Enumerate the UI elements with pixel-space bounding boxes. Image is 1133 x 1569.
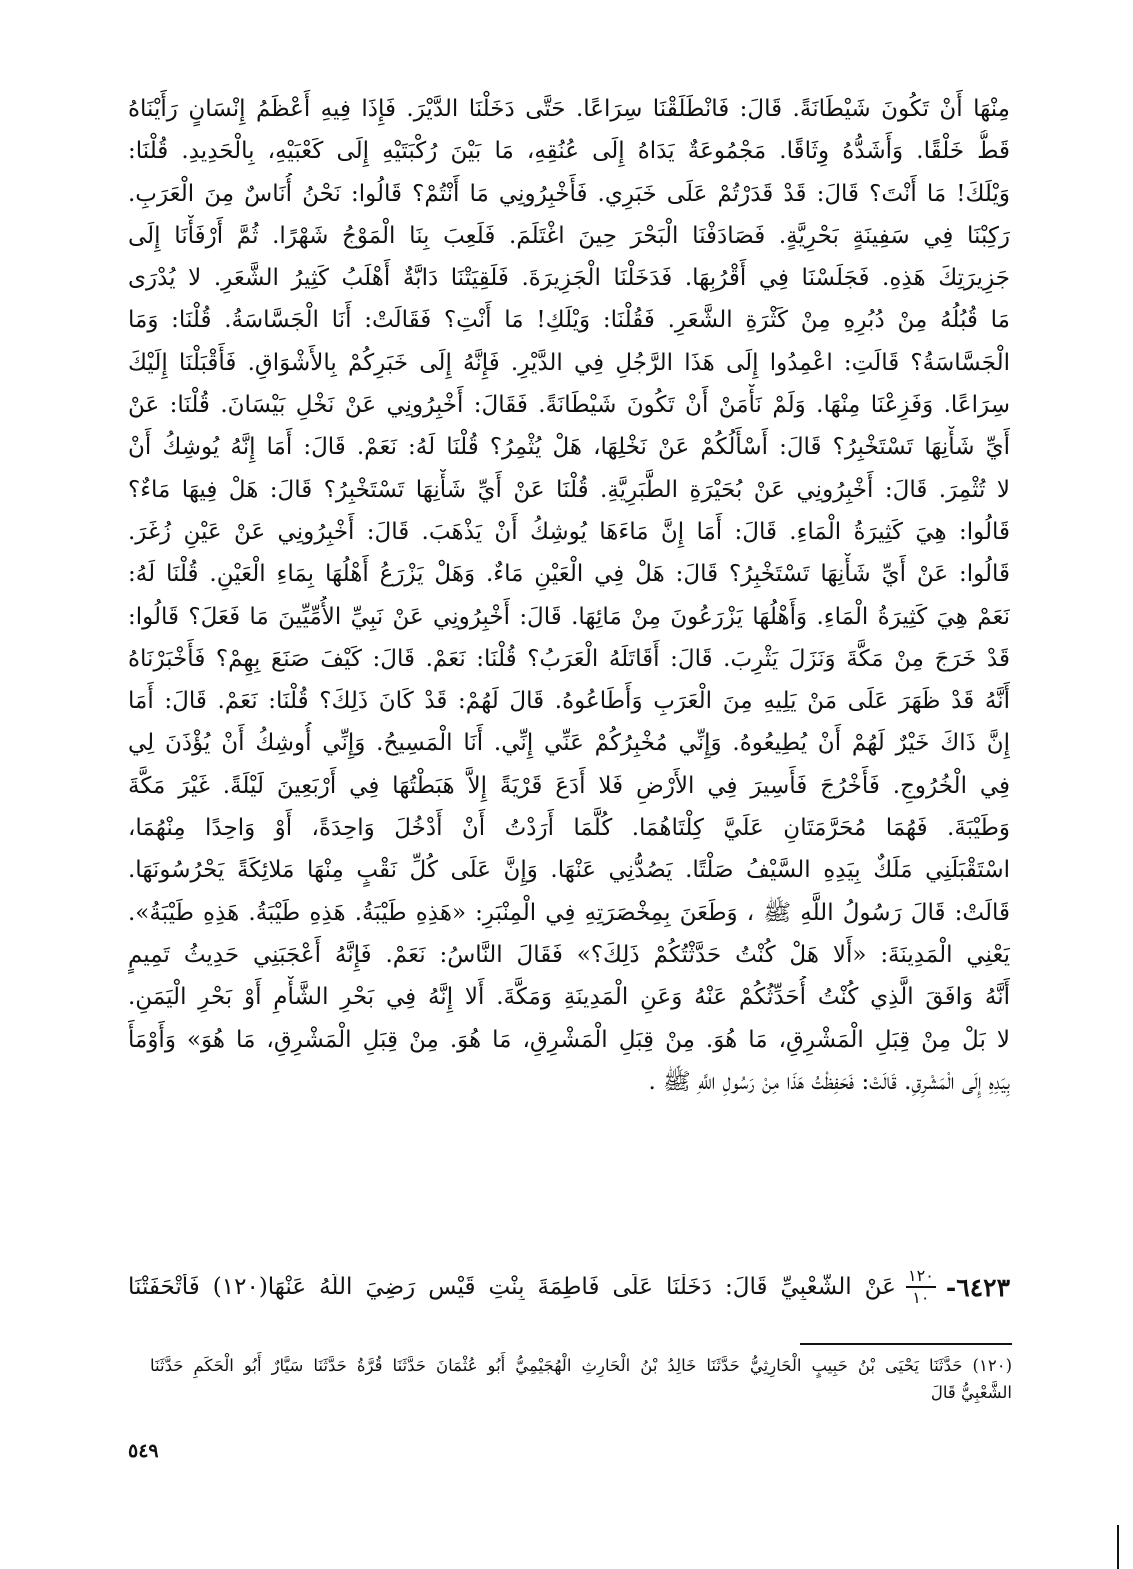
text-line: فِي الْخُرُوجِ. فَأَخْرُجَ فَأَسِيرَ فِي الأَرْضِ فَلا أَدَعَ قَرْيَةً إِلاَّ هَبَطْتُهَا فِي أَرْبَعِينَ لَيْلَةً. غَيْرَ مَكَّةَ	[128, 772, 1010, 799]
scan-edge-line	[1117, 1525, 1119, 1569]
fraction-denominator: ١٠	[912, 1287, 930, 1307]
text-line: سِرَاعًا. وَفَزِعْنَا مِنْهَا. وَلَمْ نَأْمَنْ أَنْ تَكُونَ شَيْطَانَةً. فَقَالَ: أَخْبِرُونِي عَنْ نَخْلِ بَيْسَانَ. قُلْنَا: عَنْ	[128, 392, 1010, 419]
text-line: قَطُّ خَلْقًا. وَأَشَدُّهُ وِثَاقًا. مَجْمُوعَةٌ يَدَاهُ إِلَى عُنُقِهِ، مَا بَيْنَ رُكْبَتَيْهِ إِلَى كَعْبَيْهِ، بِالْحَدِيدِ. قُلْنَا:	[128, 138, 1010, 165]
hadith-fraction	[906, 1267, 936, 1307]
text-line: جَزِيرَتِكَ هَذِهِ. فَجَلَسْنَا فِي أَقْرُبِهَا. فَدَخَلْنَا الْجَزِيرَةَ. فَلَقِيَتْنَا دَابَّةٌ أَهْلَبُ كَثِيرُ الشَّعَرِ. لا يُدْرَى	[128, 265, 1010, 292]
text-line: أَيِّ شَأْنِهَا تَسْتَخْبِرُ؟ قَالَ: أَسْأَلُكُمْ عَنْ نَخْلِهَا، هَلْ يُثْمِرُ؟ قُلْنَا لَهُ: نَعَمْ. قَالَ: أَمَا إِنَّهُ يُوشِكُ أَنْ	[128, 434, 1010, 461]
footnote	[150, 1352, 1012, 1406]
text-line: أَنَّهُ وَافَقَ الَّذِي كُنْتُ أُحَدِّثُكُمْ عَنْهُ وَعَنِ الْمَدِينَةِ وَمَكَّةَ. أَلا إِنَّهُ فِي بَحْرِ الشَّأْمِ أَوْ بَحْرِ الْيَمَنِ.	[128, 984, 1010, 1011]
footnote-divider	[800, 1343, 1012, 1345]
hadith-heading	[128, 1262, 1010, 1312]
text-line: بِيَدِهِ إِلَى الْمَشْرِقِ. قَالَتْ: فَحَفِظْتُ هَذَا مِنْ رَسُولِ اللَّهِ ﷺ .	[648, 1068, 1010, 1095]
page-number: ٥٤٩	[128, 1440, 159, 1462]
text-line: قَالُوا: عَنْ أَيِّ شَأْنِهَا تَسْتَخْبِرُ؟ قَالَ: هَلْ فِي الْعَيْنِ مَاءٌ. وَهَلْ يَزْرَعُ أَهْلُهَا بِمَاءِ الْعَيْنِ. قُلْنَا لَهُ:	[128, 561, 1010, 588]
text-line: الْجَسَّاسَةُ؟ قَالَتِ: اعْمِدُوا إِلَى هَذَا الرَّجُلِ فِي الدَّيْرِ. فَإِنَّهُ إِلَى خَبَرِكُمْ بِالأَشْوَاقِ. فَأَقْبَلْنَا إِلَيْكَ	[128, 349, 1010, 376]
text-line: لا تُثْمِرَ. قَالَ: أَخْبِرُونِي عَنْ بُحَيْرَةِ الطَّبَرِيَّةِ. قُلْنَا عَنْ أَيِّ شَأْنِهَا تَسْتَخْبِرُ؟ قَالَ: هَلْ فِيهَا مَاءٌ؟	[128, 476, 1010, 503]
text-line: رَكِبْنَا فِي سَفِينَةٍ بَحْرِيَّةٍ. فَصَادَفْنَا الْبَحْرَ حِينَ اغْتَلَمَ. فَلَعِبَ بِنَا الْمَوْجُ شَهْرًا. ثُمَّ أَرْفَأْنَا إِلَى	[128, 222, 1010, 249]
text-line: وَيْلَكَ! مَا أَنْتَ؟ قَالَ: قَدْ قَدَرْتُمْ عَلَى خَبَرِي. فَأَخْبِرُونِي مَا أَنْتُمْ؟ قَالُوا: نَحْنُ أُنَاسٌ مِنَ الْعَرَبِ.	[128, 180, 1010, 207]
text-line: لا بَلْ مِنْ قِبَلِ الْمَشْرِقِ، مَا هُوَ. مِنْ قِبَلِ الْمَشْرِقِ، مَا هُوَ. مِنْ قِبَلِ الْمَشْرِقِ، مَا هُوَ» وَأَوْمَأَ	[128, 1026, 1010, 1053]
fraction-numerator: ١٢٠	[908, 1266, 934, 1286]
text-line: قَالَتْ: قَالَ رَسُولُ اللَّهِ ﷺ ، وَطَعَنَ بِمِخْصَرَتِهِ فِي الْمِنْبَرِ: «هَذِهِ طَيْبَةُ. هَذِهِ طَيْبَةُ. هَذِهِ طَيْبَةُ».	[128, 899, 1010, 926]
hadith-text: عَنْ الشَّعْبِيِّ قَالَ: دَخَلْنَا عَلَى فَاطِمَةَ بِنْتِ قَيْسٍ رَضِيَ اللَّهُ عَنْهَا(١٢٠) فَأَتْحَفَتْنَا	[128, 1274, 896, 1300]
main-text-block	[128, 88, 1010, 1103]
text-line: مَا قُبُلُهُ مِنْ دُبُرِهِ مِنْ كَثْرَةِ الشَّعَرِ. فَقُلْنَا: وَيْلَكِ! مَا أَنْتِ؟ فَقَالَتْ: أَنَا الْجَسَّاسَةُ. قُلْنَا: وَمَا	[128, 307, 1010, 334]
footnote-line: (١٢٠) حَدَّثَنَا يَحْيَى بْنُ حَبِيبٍ الْحَارِثِيُّ حَدَّثَنَا خَالِدُ بْنُ الْحَارِثِ الْهُجَيْمِيُّ أَبُو عُثْمَانَ حَدَّثَنَا قُرَّةُ حَدَّثَنَا سَيَّارٌ أَبُو الْحَكَمِ حَدَّثَنَا	[150, 1356, 1012, 1375]
text-line: قَدْ خَرَجَ مِنْ مَكَّةَ وَنَزَلَ يَثْرِبَ. قَالَ: أَقَاتَلَهُ الْعَرَبُ؟ قُلْنَا: نَعَمْ. قَالَ: كَيْفَ صَنَعَ بِهِمْ؟ فَأَخْبَرْنَاهُ	[128, 645, 1010, 672]
footnote-line: الشَّعْبِيُّ قَالَ	[930, 1383, 1012, 1402]
text-line: مِنْهَا أَنْ تَكُونَ شَيْطَانَةً. قَالَ: فَانْطَلَقْنَا سِرَاعًا. حَتَّى دَخَلْنَا الدَّيْرَ. فَإِذَا فِيهِ أَعْظَمُ إِنْسَانٍ رَأَيْنَاهُ	[128, 96, 1010, 122]
hadith-number: ٦٤٢٣-	[945, 1272, 1010, 1302]
text-line: إِنَّ ذَاكَ خَيْرٌ لَهُمْ أَنْ يُطِيعُوهُ. وَإِنِّي مُخْبِرُكُمْ عَنِّي إِنِّي. أَنَا الْمَسِيحُ. وَإِنِّي أُوشِكُ أَنْ يُؤْذَنَ لِي	[128, 730, 1010, 757]
text-line: يَعْنِي الْمَدِينَةَ: «أَلا هَلْ كُنْتُ حَدَّثْتُكُمْ ذَلِكَ؟» فَقَالَ النَّاسُ: نَعَمْ. فَإِنَّهُ أَعْجَبَنِي حَدِيثُ تَمِيمٍ	[128, 941, 1010, 968]
text-line: وَطَيْبَةَ. فَهُمَا مُحَرَّمَتَانِ عَلَيَّ كِلْتَاهُمَا. كُلَّمَا أَرَدْتُ أَنْ أَدْخُلَ وَاحِدَةً، أَوْ وَاحِدًا مِنْهُمَا،	[128, 815, 1010, 842]
text-line: قَالُوا: هِيَ كَثِيرَةُ الْمَاءِ. قَالَ: أَمَا إِنَّ مَاءَهَا يُوشِكُ أَنْ يَذْهَبَ. قَالَ: أَخْبِرُونِي عَنْ عَيْنِ زُغَرَ.	[128, 518, 1010, 545]
text-line: اسْتَقْبَلَنِي مَلَكٌ بِيَدِهِ السَّيْفُ صَلْتًا. يَصُدُّنِي عَنْهَا. وَإِنَّ عَلَى كُلِّ نَقْبٍ مِنْهَا مَلائِكَةً يَحْرُسُونَهَا.	[128, 857, 1010, 884]
text-line: أَنَّهُ قَدْ ظَهَرَ عَلَى مَنْ يَلِيهِ مِنَ الْعَرَبِ وَأَطَاعُوهُ. قَالَ لَهُمْ: قَدْ كَانَ ذَلِكَ؟ قُلْنَا: نَعَمْ. قَالَ: أَمَا	[128, 688, 1010, 715]
text-line: نَعَمْ هِيَ كَثِيرَةُ الْمَاءِ. وَأَهْلُهَا يَزْرَعُونَ مِنْ مَائِهَا. قَالَ: أَخْبِرُونِي عَنْ نَبِيِّ الأُمِّيِّينَ مَا فَعَلَ؟ قَالُوا:	[128, 603, 1010, 630]
